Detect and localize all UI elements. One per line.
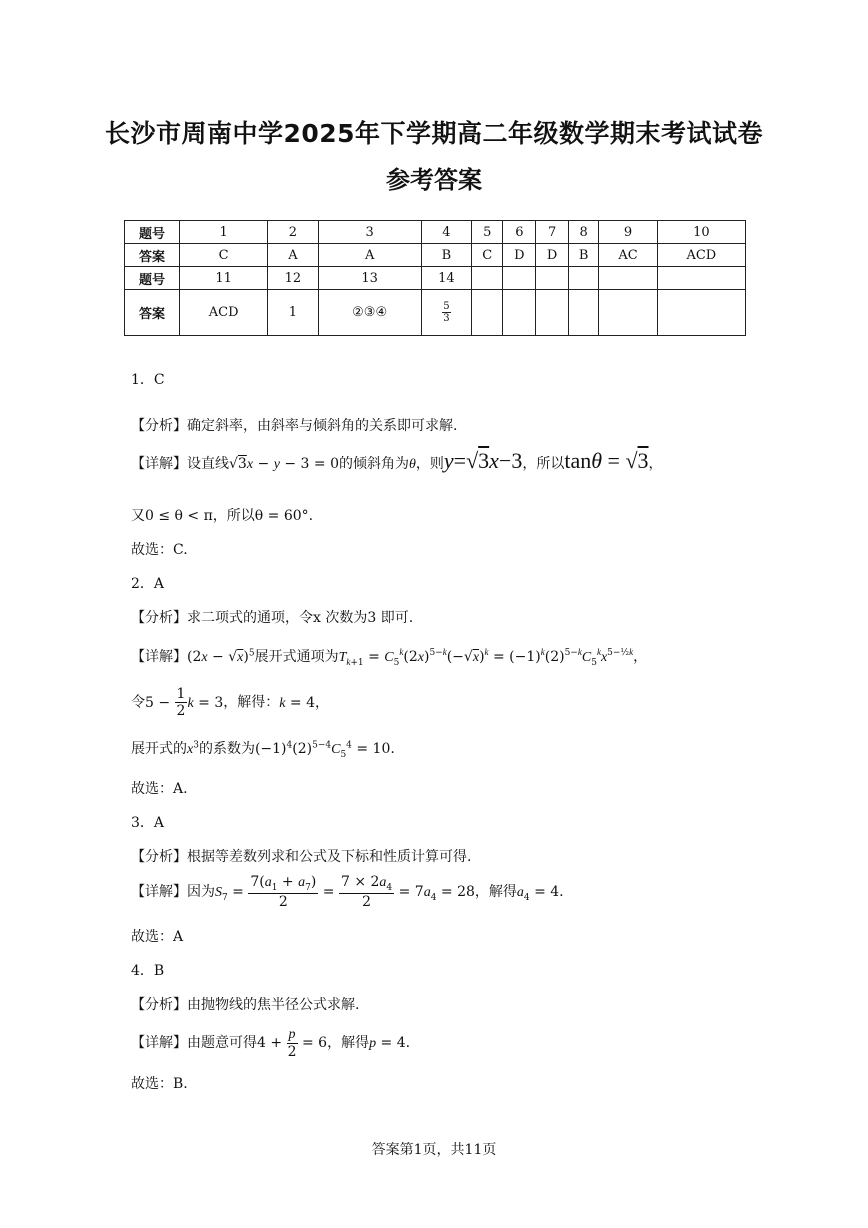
detail-text: ，解得 bbox=[474, 884, 517, 901]
conclusion-text: 故选：A bbox=[131, 929, 184, 945]
detail-line bbox=[131, 1026, 410, 1060]
math-expression: $a_4 = 4$. bbox=[516, 884, 564, 903]
table-cell: 3 bbox=[318, 221, 421, 244]
math-expression: −3 bbox=[498, 448, 523, 473]
table-cell: 10 bbox=[657, 221, 745, 244]
math-expression: $T_{k+1} = C_5^k(2x)^{5-k}(-√x)^k = (-1)^k(2)^{5-k}C_5^kx^{5-\frac{1}{2}k}$， bbox=[338, 647, 648, 668]
table-cell: ACD bbox=[180, 290, 268, 336]
conclusion-text: 故选：C. bbox=[131, 542, 188, 558]
table-cell bbox=[472, 267, 503, 290]
table-cell: 6 bbox=[503, 221, 536, 244]
table-cell: 12 bbox=[268, 267, 318, 290]
detail-line bbox=[131, 874, 564, 910]
math-expression: $(-1)^4(2)^{5-4}C_5^4 = 10$. bbox=[254, 740, 395, 760]
table-header-cell: 答案 bbox=[125, 244, 180, 267]
answer-table bbox=[124, 220, 746, 336]
table-cell bbox=[536, 290, 569, 336]
table-cell: ②③④ bbox=[318, 290, 421, 336]
detail-text: ，解得： bbox=[223, 694, 280, 711]
table-cell: AC bbox=[599, 244, 657, 267]
detail-line bbox=[131, 646, 647, 668]
table-cell: 4 bbox=[421, 221, 471, 244]
math-expression: k = 4， bbox=[279, 694, 329, 711]
punctuation: ， bbox=[648, 456, 663, 472]
detail-text: 设直线 bbox=[187, 456, 229, 472]
math-expression: θ bbox=[591, 448, 603, 473]
math-expression: $(2x - √x)^5$ bbox=[187, 648, 255, 665]
table-cell: D bbox=[503, 244, 536, 267]
math-expression: y bbox=[443, 448, 454, 473]
page-footer: 答案第1页，共11页 bbox=[371, 1142, 497, 1158]
table-cell bbox=[536, 267, 569, 290]
math-expression: 4 + $\frac{p}{2}$ = 6 bbox=[257, 1027, 328, 1061]
table-row bbox=[125, 244, 746, 267]
math-expression: 5 − $\frac{1}{2}$ k = 3 bbox=[145, 686, 224, 720]
table-cell: 1 bbox=[268, 290, 318, 336]
detail-text: 的倾斜角为 bbox=[339, 456, 409, 472]
table-cell: B bbox=[421, 244, 471, 267]
question-heading: 1．C bbox=[131, 372, 165, 388]
table-cell: 8 bbox=[569, 221, 599, 244]
table-cell bbox=[599, 290, 657, 336]
detail-label: 【详解】 bbox=[131, 1035, 187, 1052]
analysis-text: 【分析】确定斜率，由斜率与倾斜角的关系即可求解. bbox=[131, 418, 458, 434]
detail-text: 的系数为 bbox=[198, 741, 255, 757]
table-cell bbox=[657, 290, 745, 336]
fraction-numerator: 5 bbox=[443, 301, 450, 312]
table-cell: 1 bbox=[180, 221, 268, 244]
table-cell: 2 bbox=[268, 221, 318, 244]
conclusion-text: 故选：A. bbox=[131, 781, 188, 797]
fraction-denominator: 3 bbox=[443, 313, 450, 324]
detail-line bbox=[131, 738, 395, 760]
detail-label: 【详解】 bbox=[131, 649, 187, 665]
math-symbol: θ bbox=[409, 457, 416, 472]
table-header-cell: 答案 bbox=[125, 290, 180, 336]
detail-line bbox=[131, 686, 329, 719]
table-cell: 11 bbox=[180, 267, 268, 290]
page-title: 长沙市周南中学2025年下学期高二年级数学期末考试试卷 bbox=[104, 119, 764, 148]
detail-text: ，则 bbox=[415, 456, 444, 472]
table-cell: D bbox=[536, 244, 569, 267]
detail-line bbox=[131, 448, 663, 474]
table-cell: 9 bbox=[599, 221, 657, 244]
page-subtitle: 参考答案 bbox=[386, 166, 482, 194]
question-heading: 3．A bbox=[131, 815, 165, 831]
detail-text: ，解得 bbox=[327, 1035, 370, 1052]
answer-fraction bbox=[442, 301, 450, 324]
table-cell: 14 bbox=[421, 267, 471, 290]
conclusion-text: 故选：B. bbox=[131, 1076, 188, 1092]
table-cell: C bbox=[472, 244, 503, 267]
table-cell bbox=[472, 290, 503, 336]
table-cell: A bbox=[318, 244, 421, 267]
table-row bbox=[125, 221, 746, 244]
math-expression: x bbox=[489, 448, 499, 473]
table-cell bbox=[569, 267, 599, 290]
detail-text: 令 bbox=[131, 694, 145, 711]
table-cell: B bbox=[569, 244, 599, 267]
math-expression: p = 4. bbox=[369, 1035, 411, 1052]
detail-line: 又0 ≤ θ < π，所以θ = 60°. bbox=[131, 508, 314, 524]
table-cell: A bbox=[268, 244, 318, 267]
question-heading: 4．B bbox=[131, 963, 165, 979]
detail-text: 展开式通项为 bbox=[254, 649, 339, 665]
detail-label: 【详解】 bbox=[131, 456, 187, 472]
table-cell bbox=[569, 290, 599, 336]
math-expression: $S_7$ = $\frac{7(a_1 + a_7)}{2}$ = $\frac{7 \times 2a_4}{2}$ = $7a_4 = 28$ bbox=[215, 874, 475, 911]
math-expression: $x^3$ bbox=[187, 740, 199, 757]
table-row bbox=[125, 267, 746, 290]
table-cell bbox=[657, 267, 745, 290]
table-cell: 13 bbox=[318, 267, 421, 290]
table-cell: C bbox=[180, 244, 268, 267]
table-cell: 7 bbox=[536, 221, 569, 244]
detail-text: 因为 bbox=[187, 884, 215, 901]
detail-text: 由题意可得 bbox=[187, 1035, 257, 1052]
table-cell bbox=[421, 290, 471, 336]
detail-text: 展开式的 bbox=[131, 741, 187, 757]
table-cell bbox=[503, 290, 536, 336]
analysis-text: 【分析】由抛物线的焦半径公式求解. bbox=[131, 997, 360, 1013]
math-expression: = √3 bbox=[602, 448, 649, 473]
table-row bbox=[125, 290, 746, 336]
math-expression: =√3 bbox=[453, 448, 490, 473]
table-cell: 5 bbox=[472, 221, 503, 244]
math-expression: √3x − y − 3 = 0 bbox=[229, 456, 339, 472]
table-header-cell: 题号 bbox=[125, 221, 180, 244]
analysis-text: 【分析】根据等差数列求和公式及下标和性质计算可得. bbox=[131, 849, 472, 865]
math-expression: tan bbox=[564, 448, 592, 473]
table-cell: ACD bbox=[657, 244, 745, 267]
detail-label: 【详解】 bbox=[131, 884, 187, 901]
table-cell bbox=[503, 267, 536, 290]
table-cell bbox=[599, 267, 657, 290]
table-header-cell: 题号 bbox=[125, 267, 180, 290]
analysis-text: 【分析】求二项式的通项，令x 次数为3 即可. bbox=[131, 610, 414, 626]
detail-text: ，所以 bbox=[522, 456, 565, 472]
question-heading: 2．A bbox=[131, 576, 165, 592]
